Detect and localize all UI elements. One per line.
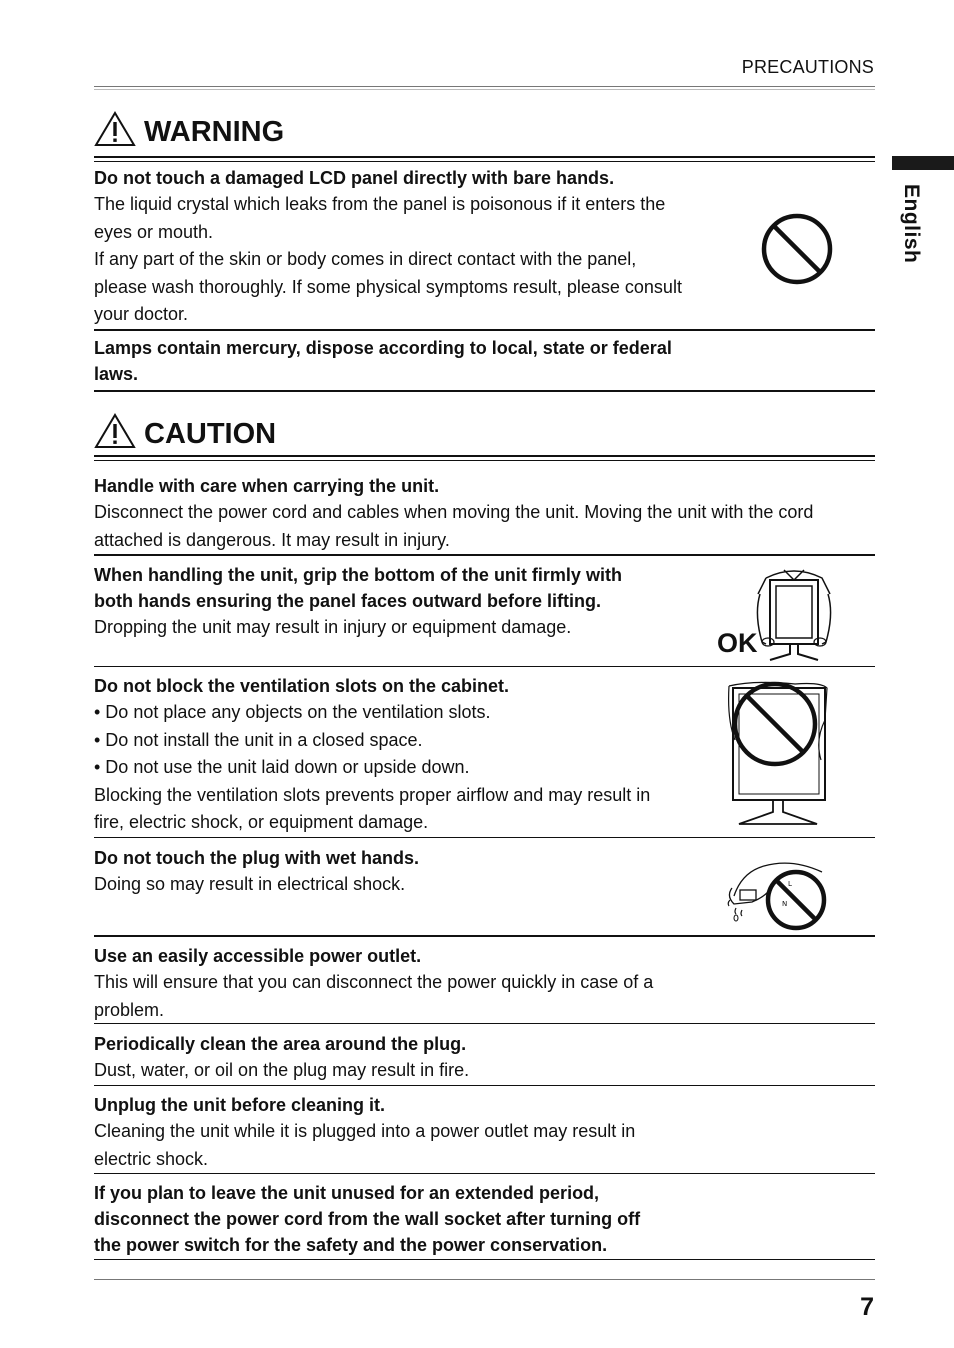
header-rule bbox=[94, 86, 875, 87]
caution-item-line: Blocking the ventilation slots prevents proper airflow and may result in bbox=[94, 784, 651, 805]
header-rule-light bbox=[94, 89, 875, 90]
caution-item-line: Dust, water, or oil on the plug may result in fire. bbox=[94, 1060, 470, 1080]
caution-item-clean-plug bbox=[94, 1031, 714, 1085]
warning-item-line: If any part of the skin or body comes in direct contact with the panel, bbox=[94, 249, 637, 269]
caution-item-heading: Periodically clean the area around the plug. bbox=[94, 1034, 467, 1054]
warning-end-rule bbox=[94, 390, 875, 392]
caution-divider bbox=[94, 837, 875, 838]
caution-item-heading: Do not touch the plug with wet hands. bbox=[94, 848, 419, 868]
warning-item-lcd bbox=[94, 165, 714, 329]
caution-item-heading-line: When handling the unit, grip the bottom of the unit firmly with bbox=[94, 565, 622, 585]
warning-divider bbox=[94, 329, 875, 331]
svg-text:N: N bbox=[782, 900, 788, 908]
warning-item-heading-line: Lamps contain mercury, dispose according to local, state or federal bbox=[94, 338, 672, 358]
warning-rule-thin bbox=[94, 161, 875, 162]
caution-item-line: • Do not install the unit in a closed space. bbox=[94, 729, 423, 750]
warning-item-line: please wash thoroughly. If some physical symptoms result, please consult bbox=[94, 276, 682, 297]
warning-title bbox=[94, 111, 284, 147]
caution-item-line: attached is dangerous. It may result in injury. bbox=[94, 529, 450, 550]
caution-item-heading-line: the power switch for the safety and the power conservation. bbox=[94, 1235, 608, 1255]
caution-item-ventilation bbox=[94, 673, 714, 837]
caution-title bbox=[94, 413, 276, 449]
warning-item-line: The liquid crystal which leaks from the panel is poisonous if it enters the bbox=[94, 194, 666, 214]
caution-divider bbox=[94, 666, 875, 667]
caution-divider bbox=[94, 1085, 875, 1086]
caution-item-heading-line: disconnect the power cord from the wall socket after turning off bbox=[94, 1209, 641, 1229]
warning-rule-thick bbox=[94, 156, 875, 158]
page-number: 7 bbox=[860, 1293, 874, 1321]
svg-text:L: L bbox=[788, 880, 792, 888]
warning-item-line: eyes or mouth. bbox=[94, 221, 214, 242]
caution-end-rule bbox=[94, 1259, 875, 1260]
caution-item-line: Doing so may result in electrical shock. bbox=[94, 874, 406, 894]
caution-item-extended-period bbox=[94, 1180, 714, 1258]
running-header: PRECAUTIONS bbox=[741, 57, 874, 77]
caution-item-line: • Do not place any objects on the ventilation slots. bbox=[94, 702, 491, 722]
caution-item-heading-line: If you plan to leave the unit unused for an extended period, bbox=[94, 1183, 600, 1203]
language-tab-label: English bbox=[900, 184, 923, 264]
caution-item-heading-line: both hands ensuring the panel faces outward before lifting. bbox=[94, 591, 602, 611]
caution-item-line: Cleaning the unit while it is plugged into a power outlet may result in bbox=[94, 1121, 636, 1141]
covered-monitor-prohibited-illustration bbox=[725, 680, 831, 830]
caution-divider bbox=[94, 1023, 875, 1024]
prohibition-icon bbox=[760, 212, 834, 286]
carrying-monitor-illustration bbox=[750, 564, 838, 664]
caution-item-line: fire, electric shock, or equipment damage. bbox=[94, 812, 429, 832]
caution-divider bbox=[94, 935, 875, 937]
warning-title-label: WARNING bbox=[144, 116, 285, 148]
footer-rule bbox=[94, 1279, 875, 1280]
caution-triangle-icon bbox=[94, 413, 136, 449]
caution-item-line: electric shock. bbox=[94, 1148, 209, 1169]
wet-hand-plug-prohibited-illustration bbox=[722, 852, 830, 934]
caution-item-carry bbox=[94, 473, 875, 554]
caution-item-line: Dropping the unit may result in injury or equipment damage. bbox=[94, 617, 572, 637]
warning-triangle-icon bbox=[94, 111, 136, 147]
caution-item-heading: Use an easily accessible power outlet. bbox=[94, 946, 422, 966]
ok-label: OK bbox=[717, 628, 758, 658]
caution-item-heading: Unplug the unit before cleaning it. bbox=[94, 1095, 385, 1115]
language-tab-bar bbox=[892, 156, 954, 170]
caution-divider bbox=[94, 1173, 875, 1174]
warning-item-heading-line: laws. bbox=[94, 364, 139, 384]
caution-item-line: problem. bbox=[94, 999, 165, 1020]
caution-item-heading: Handle with care when carrying the unit. bbox=[94, 476, 440, 496]
caution-item-heading: Do not block the ventilation slots on the cabinet. bbox=[94, 676, 510, 696]
caution-item-wet-hands bbox=[94, 845, 714, 899]
caution-item-line: Disconnect the power cord and cables when moving the unit. Moving the unit with the cord bbox=[94, 502, 814, 522]
caution-item-unplug bbox=[94, 1092, 714, 1173]
caution-rule-thick bbox=[94, 455, 875, 457]
caution-item-line: This will ensure that you can disconnect the power quickly in case of a bbox=[94, 972, 654, 992]
warning-item-line: your doctor. bbox=[94, 304, 189, 324]
caution-item-line: • Do not use the unit laid down or upside down. bbox=[94, 757, 470, 777]
warning-item-mercury bbox=[94, 335, 714, 387]
caution-rule-thin bbox=[94, 460, 875, 461]
caution-item-outlet bbox=[94, 943, 714, 1024]
warning-item-heading: Do not touch a damaged LCD panel directly with bare hands. bbox=[94, 168, 615, 188]
caution-item-grip bbox=[94, 562, 694, 642]
caution-title-label: CAUTION bbox=[144, 418, 277, 450]
caution-divider bbox=[94, 554, 875, 556]
